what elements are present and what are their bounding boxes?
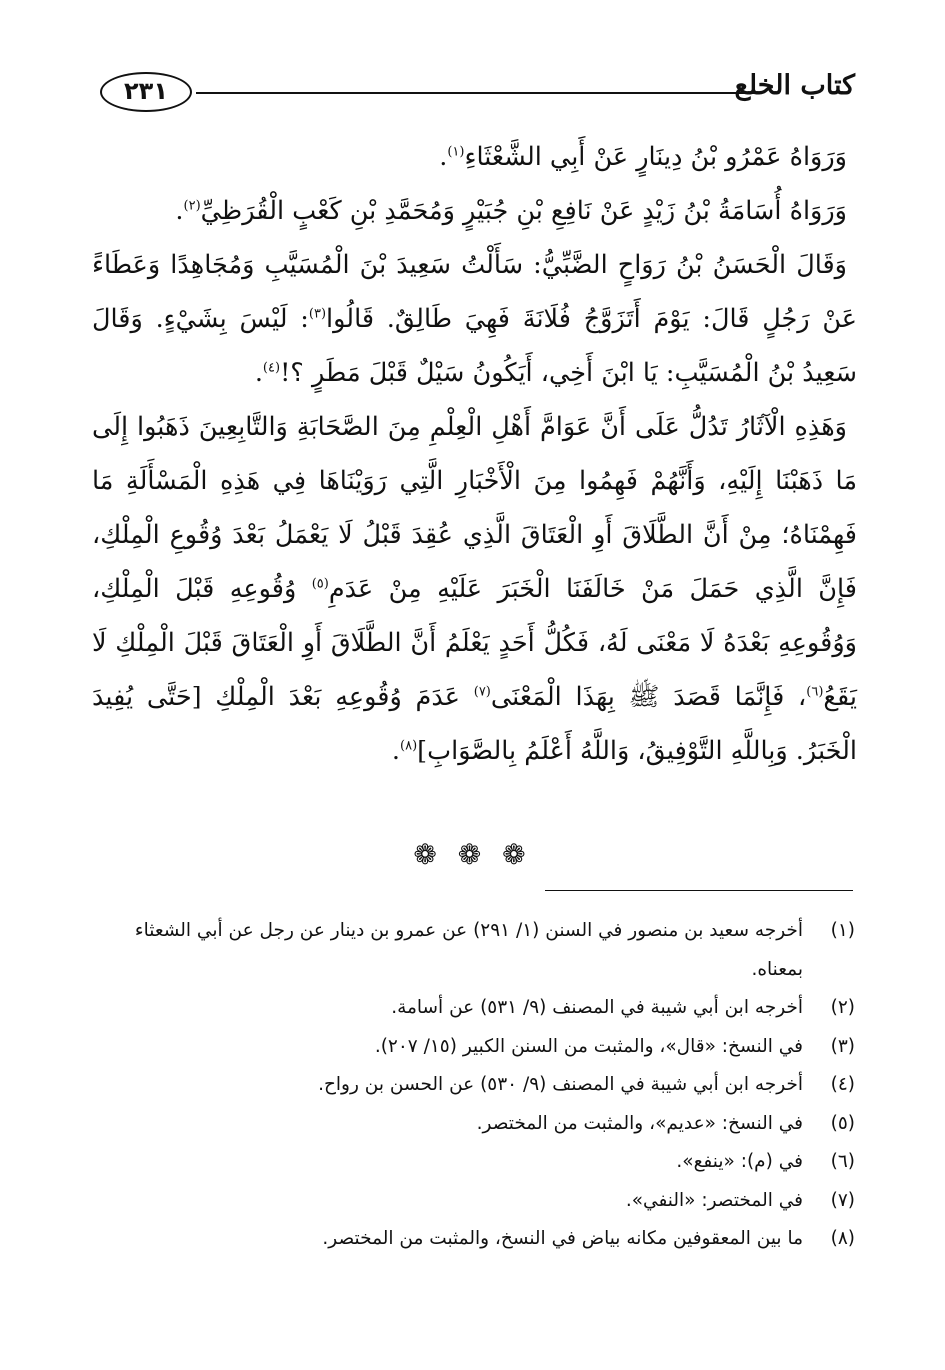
page-number: ٢٣١: [100, 72, 192, 112]
header-rule: [196, 92, 757, 94]
footnote-ref-6: (٦): [806, 684, 824, 700]
footnote-item: [95, 1220, 855, 1259]
paragraph-4-text-d: عَدَمَ وُقُوعِهِ بَعْدَ الْمِلْكِ [حَتَّى يُفِيدَ الْخَبَرُ. وَبِاللَّهِ التَّوْفِيقُ، وَاللَّهُ أَعْلَمُ بِالصَّوَابِ]: [92, 682, 857, 766]
footnote-number: (٦): [830, 1151, 855, 1172]
footnote-ref-5: (٥): [311, 576, 329, 592]
paragraph-4-end: .: [391, 736, 401, 766]
paragraph-3-end: .: [254, 358, 263, 388]
footnote-item: [95, 1028, 855, 1067]
footnote-ref-1: (١): [447, 144, 465, 160]
main-text: [92, 130, 857, 778]
footnote-number: (٨): [830, 1228, 855, 1249]
footnote-number: (٧): [830, 1189, 855, 1211]
running-title: كتاب الخلع: [734, 70, 855, 101]
footnote-text: في النسخ: «قال»، والمثبت من السنن الكبير (١٥/ ٢٠٧).: [374, 1035, 803, 1057]
paragraph-3: [92, 238, 857, 400]
paragraph-2: [92, 184, 857, 238]
paragraph-1-end: .: [439, 142, 448, 172]
footnote-number: (٥): [830, 1112, 855, 1134]
footnote-text: في المختصر: «النفي».: [625, 1189, 803, 1211]
footnote-ref-7: (٧): [473, 684, 491, 700]
footnote-text: أخرجه ابن أبي شيبة في المصنف (٩/ ٥٣١) عن أسامة.: [391, 997, 803, 1018]
footnote-item: [95, 912, 855, 989]
footnote-number: (٢): [830, 997, 855, 1018]
paragraph-1: [92, 130, 857, 184]
footnotes: [95, 912, 855, 1259]
footnote-ref-4: (٤): [262, 360, 281, 376]
paragraph-3-text-b: : لَيْسَ بِشَيْءٍ. وَقَالَ سَعِيدُ بْنُ الْمُسَيَّبِ: يَا ابْنَ أَخِي، أَيَكُونُ سَيْلٌ قَبْلَ مَطَرٍ ؟!: [92, 304, 857, 388]
paragraph-4-text-a: وَهَذِهِ الْآثَارُ تَدُلُّ عَلَى أَنَّ عَوَامَّ أَهْلِ الْعِلْمِ مِنَ الصَّحَابَةِ وَالتَّابِعِينَ ذَهَبُوا إِلَى مَا ذَهَبْنَا إِلَيْهِ، وَأَنَّهُمْ فَهِمُوا مِنَ الْأَخْبَارِ الَّتِي رَوَيْنَاهَا فِي هَذِهِ الْمَسْأَلَةِ مَا فَهِمْنَاهُ؛ مِنْ أَنَّ الطَّلَاقَ أَوِ الْعَتَاقَ الَّذِي عُقِدَ قَبْلُ لَا يَعْمَلُ بَعْدَ وُقُوعِ الْمِلْكِ، فَإِنَّ الَّذِي حَمَلَ مَنْ خَالَفَنَا الْخَبَرَ عَلَيْهِ مِنْ عَدَمِ: [92, 412, 857, 604]
footnote-separator: [545, 890, 853, 891]
footnote-ref-3: (٣): [308, 306, 327, 322]
footnote-ref-2: (٢): [183, 198, 201, 214]
paragraph-1-text: وَرَوَاهُ عَمْرُو بْنُ دِينَارٍ عَنْ أَبِي الشَّعْثَاءِ: [464, 142, 847, 172]
flower-ornament-icon: ❁ ❁ ❁: [413, 838, 532, 871]
page-header: [100, 62, 855, 122]
footnote-ref-8: (٨): [400, 738, 418, 754]
paragraph-4-text-c: ، فَإِنَّمَا قَصَدَ ﷺ بِهَذَا الْمَعْنَى: [490, 682, 807, 712]
footnote-text: أخرجه سعيد بن منصور في السنن (١/ ٢٩١) عن عمرو بن دينار عن رجل عن أبي الشعثاء بمعناه.: [134, 920, 803, 980]
footnote-text: في النسخ: «عديم»، والمثبت من المختصر.: [476, 1112, 803, 1134]
paragraph-4-text-b: وُقُوعِهِ قَبْلَ الْمِلْكِ، وَوُقُوعِهِ بَعْدَهُ لَا مَعْنَى لَهُ، فَكُلُّ أَحَدٍ يَعْلَمُ أَنَّ الطَّلَاقَ أَوِ الْعَتَاقَ قَبْلَ الْمِلْكِ لَا يَقَعُ: [92, 574, 857, 712]
footnote-item: [95, 1143, 855, 1182]
paragraph-3-text-a: وَقَالَ الْحَسَنُ بْنُ رَوَاحٍ الضَّبِّيُّ: سَأَلْتُ سَعِيدَ بْنَ الْمُسَيَّبِ وَمُجَاهِدًا وَعَطَاءً عَنْ رَجُلٍ قَالَ: يَوْمَ أَتَزَوَّجُ فُلَانَةَ فَهِيَ طَالِقٌ. قَالُوا: [92, 250, 857, 334]
paragraph-2-end: .: [175, 196, 184, 226]
paragraph-4: [92, 400, 857, 778]
footnote-text: أخرجه ابن أبي شيبة في المصنف (٩/ ٥٣٠) عن الحسن بن رواح.: [318, 1074, 803, 1095]
footnote-item: [95, 989, 855, 1028]
paragraph-2-text: وَرَوَاهُ أُسَامَةُ بْنُ زَيْدٍ عَنْ نَافِعِ بْنِ جُبَيْرٍ وَمُحَمَّدِ بْنِ كَعْبٍ الْقُرَظِيِّ: [200, 196, 847, 226]
footnote-number: (١): [830, 920, 855, 941]
footnote-item: [95, 1182, 855, 1221]
footnote-text: في (م): «ينفع».: [676, 1151, 803, 1172]
footnote-text: ما بين المعقوفين مكانه بياض في النسخ، والمثبت من المختصر.: [322, 1228, 803, 1249]
footnote-item: [95, 1066, 855, 1105]
footnote-item: [95, 1105, 855, 1144]
footnote-number: (٣): [830, 1035, 855, 1057]
footnote-number: (٤): [830, 1074, 855, 1095]
